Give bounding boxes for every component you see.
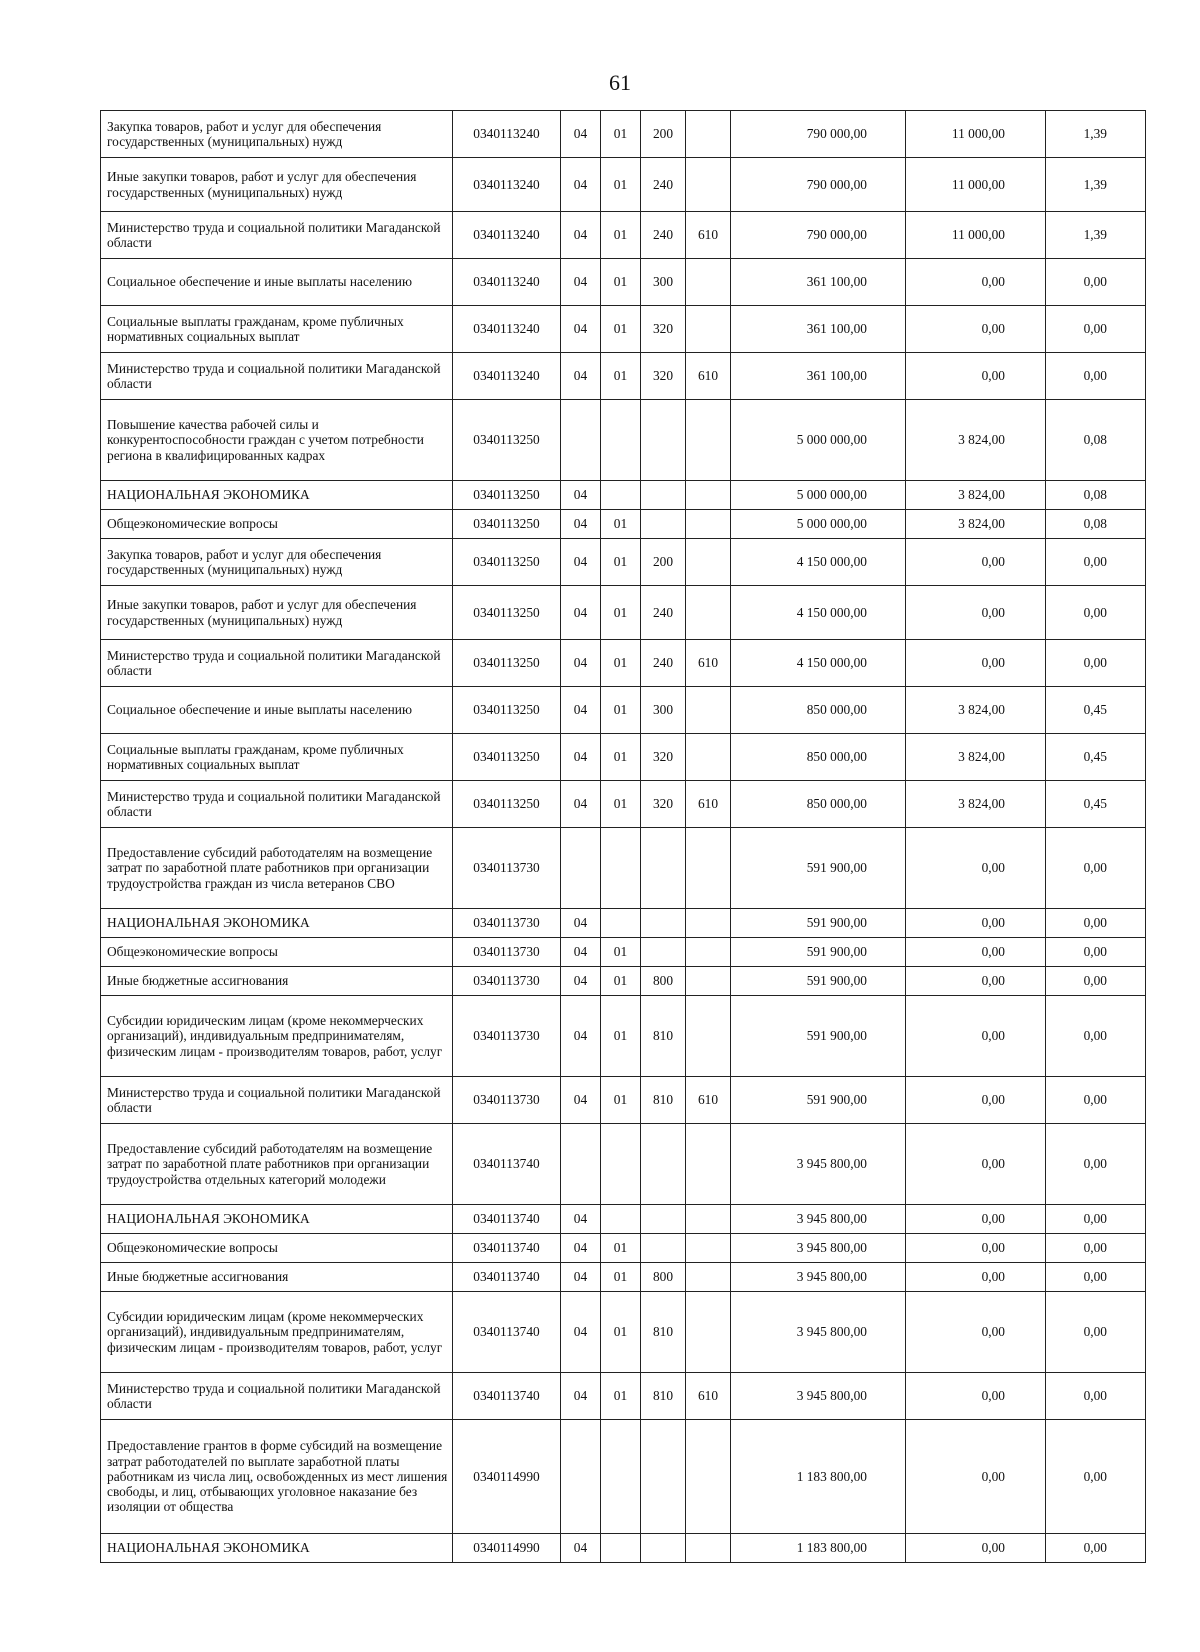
cell-subsection: 01 — [601, 938, 641, 967]
cell-name: Министерство труда и социальной политики Магаданской области — [101, 1373, 453, 1420]
cell-executed: 3 824,00 — [906, 781, 1046, 828]
cell-percent: 0,00 — [1046, 1373, 1146, 1420]
cell-percent: 0,45 — [1046, 687, 1146, 734]
cell-expense-type: 240 — [641, 158, 686, 212]
cell-planned: 3 945 800,00 — [731, 1234, 906, 1263]
table-row — [101, 212, 1146, 259]
table-row — [101, 938, 1146, 967]
cell-executed: 0,00 — [906, 909, 1046, 938]
cell-target-article: 0340113240 — [453, 158, 561, 212]
cell-administrator: 610 — [686, 353, 731, 400]
cell-subsection — [601, 1205, 641, 1234]
cell-name: Социальное обеспечение и иные выплаты населению — [101, 259, 453, 306]
cell-name: Министерство труда и социальной политики Магаданской области — [101, 212, 453, 259]
cell-name: Министерство труда и социальной политики Магаданской области — [101, 353, 453, 400]
cell-percent: 0,45 — [1046, 734, 1146, 781]
cell-administrator: 610 — [686, 1373, 731, 1420]
cell-name: Министерство труда и социальной политики Магаданской области — [101, 1077, 453, 1124]
table-row — [101, 1373, 1146, 1420]
cell-expense-type — [641, 510, 686, 539]
cell-planned: 850 000,00 — [731, 781, 906, 828]
cell-target-article: 0340113730 — [453, 1077, 561, 1124]
cell-target-article: 0340113250 — [453, 510, 561, 539]
table-row — [101, 400, 1146, 481]
cell-executed: 0,00 — [906, 1534, 1046, 1563]
cell-executed: 0,00 — [906, 1234, 1046, 1263]
cell-planned: 361 100,00 — [731, 306, 906, 353]
cell-expense-type — [641, 909, 686, 938]
cell-target-article: 0340113250 — [453, 781, 561, 828]
cell-planned: 591 900,00 — [731, 938, 906, 967]
cell-expense-type: 200 — [641, 539, 686, 586]
cell-expense-type: 800 — [641, 1263, 686, 1292]
cell-section: 04 — [561, 1234, 601, 1263]
cell-expense-type: 810 — [641, 1373, 686, 1420]
cell-subsection: 01 — [601, 640, 641, 687]
cell-target-article: 0340113740 — [453, 1373, 561, 1420]
cell-subsection: 01 — [601, 259, 641, 306]
cell-percent: 0,00 — [1046, 1124, 1146, 1205]
cell-section — [561, 1124, 601, 1205]
cell-administrator — [686, 1420, 731, 1534]
cell-target-article: 0340113730 — [453, 996, 561, 1077]
table-row — [101, 306, 1146, 353]
cell-name: Общеэкономические вопросы — [101, 1234, 453, 1263]
cell-percent: 1,39 — [1046, 111, 1146, 158]
cell-expense-type: 240 — [641, 212, 686, 259]
cell-expense-type — [641, 938, 686, 967]
table-row — [101, 586, 1146, 640]
cell-percent: 0,00 — [1046, 539, 1146, 586]
cell-expense-type: 300 — [641, 259, 686, 306]
cell-target-article: 0340113240 — [453, 353, 561, 400]
cell-section: 04 — [561, 481, 601, 510]
cell-expense-type: 320 — [641, 734, 686, 781]
cell-planned: 3 945 800,00 — [731, 1124, 906, 1205]
cell-executed: 0,00 — [906, 996, 1046, 1077]
cell-expense-type: 810 — [641, 996, 686, 1077]
table-row — [101, 481, 1146, 510]
cell-administrator: 610 — [686, 781, 731, 828]
cell-administrator — [686, 734, 731, 781]
cell-section: 04 — [561, 781, 601, 828]
cell-section: 04 — [561, 1263, 601, 1292]
cell-section: 04 — [561, 1205, 601, 1234]
cell-subsection: 01 — [601, 1234, 641, 1263]
cell-target-article: 0340114990 — [453, 1420, 561, 1534]
cell-executed: 3 824,00 — [906, 481, 1046, 510]
cell-planned: 790 000,00 — [731, 212, 906, 259]
cell-subsection: 01 — [601, 781, 641, 828]
cell-subsection — [601, 1420, 641, 1534]
cell-executed: 11 000,00 — [906, 111, 1046, 158]
cell-percent: 0,45 — [1046, 781, 1146, 828]
table-row — [101, 1263, 1146, 1292]
cell-expense-type — [641, 400, 686, 481]
cell-executed: 0,00 — [906, 353, 1046, 400]
cell-executed: 0,00 — [906, 828, 1046, 909]
table-row — [101, 1534, 1146, 1563]
cell-expense-type: 240 — [641, 586, 686, 640]
cell-executed: 0,00 — [906, 539, 1046, 586]
cell-expense-type: 240 — [641, 640, 686, 687]
cell-subsection — [601, 1124, 641, 1205]
cell-administrator — [686, 158, 731, 212]
cell-administrator — [686, 909, 731, 938]
cell-section: 04 — [561, 111, 601, 158]
cell-administrator: 610 — [686, 640, 731, 687]
cell-administrator: 610 — [686, 1077, 731, 1124]
cell-name: Общеэкономические вопросы — [101, 510, 453, 539]
cell-section: 04 — [561, 306, 601, 353]
cell-administrator — [686, 259, 731, 306]
cell-percent: 0,00 — [1046, 909, 1146, 938]
cell-executed: 0,00 — [906, 306, 1046, 353]
cell-administrator — [686, 687, 731, 734]
cell-planned: 3 945 800,00 — [731, 1263, 906, 1292]
cell-name: Министерство труда и социальной политики Магаданской области — [101, 781, 453, 828]
table-row — [101, 1124, 1146, 1205]
cell-planned: 4 150 000,00 — [731, 640, 906, 687]
cell-expense-type: 300 — [641, 687, 686, 734]
cell-target-article: 0340113250 — [453, 586, 561, 640]
cell-section: 04 — [561, 539, 601, 586]
cell-executed: 0,00 — [906, 640, 1046, 687]
cell-section: 04 — [561, 1077, 601, 1124]
table-row — [101, 996, 1146, 1077]
cell-planned: 850 000,00 — [731, 687, 906, 734]
cell-expense-type: 320 — [641, 353, 686, 400]
cell-executed: 3 824,00 — [906, 687, 1046, 734]
cell-subsection — [601, 909, 641, 938]
cell-target-article: 0340113240 — [453, 111, 561, 158]
page-number: 61 — [609, 70, 631, 95]
cell-planned: 591 900,00 — [731, 1077, 906, 1124]
cell-administrator — [686, 539, 731, 586]
cell-executed: 0,00 — [906, 1373, 1046, 1420]
cell-administrator — [686, 400, 731, 481]
cell-subsection: 01 — [601, 306, 641, 353]
cell-planned: 591 900,00 — [731, 996, 906, 1077]
cell-percent: 0,00 — [1046, 1077, 1146, 1124]
cell-name: Социальное обеспечение и иные выплаты населению — [101, 687, 453, 734]
cell-administrator — [686, 938, 731, 967]
cell-administrator — [686, 510, 731, 539]
cell-executed: 0,00 — [906, 586, 1046, 640]
cell-percent: 0,00 — [1046, 353, 1146, 400]
cell-administrator — [686, 1534, 731, 1563]
cell-target-article: 0340113730 — [453, 967, 561, 996]
cell-target-article: 0340113250 — [453, 734, 561, 781]
cell-target-article: 0340113740 — [453, 1263, 561, 1292]
table-row — [101, 1292, 1146, 1373]
cell-administrator — [686, 481, 731, 510]
cell-percent: 0,00 — [1046, 1234, 1146, 1263]
cell-planned: 1 183 800,00 — [731, 1534, 906, 1563]
table-row — [101, 111, 1146, 158]
cell-target-article: 0340113740 — [453, 1292, 561, 1373]
cell-expense-type — [641, 1420, 686, 1534]
cell-target-article: 0340113250 — [453, 539, 561, 586]
cell-name: Предоставление грантов в форме субсидий на возмещение затрат работодателей по выплате заработной платы работникам из числа лиц, освобожденных из мест лишения свободы, и лиц, отбывающих уголовное наказание без изоляции от общества — [101, 1420, 453, 1534]
cell-subsection: 01 — [601, 212, 641, 259]
cell-planned: 4 150 000,00 — [731, 539, 906, 586]
cell-name: Иные закупки товаров, работ и услуг для обеспечения государственных (муниципальных) нужд — [101, 586, 453, 640]
cell-section: 04 — [561, 938, 601, 967]
cell-subsection — [601, 828, 641, 909]
cell-section: 04 — [561, 996, 601, 1077]
cell-executed: 11 000,00 — [906, 158, 1046, 212]
cell-administrator — [686, 996, 731, 1077]
cell-section: 04 — [561, 687, 601, 734]
cell-target-article: 0340113730 — [453, 938, 561, 967]
cell-target-article: 0340114990 — [453, 1534, 561, 1563]
cell-section — [561, 828, 601, 909]
table-row — [101, 1234, 1146, 1263]
cell-name: НАЦИОНАЛЬНАЯ ЭКОНОМИКА — [101, 1205, 453, 1234]
cell-planned: 591 900,00 — [731, 828, 906, 909]
cell-executed: 11 000,00 — [906, 212, 1046, 259]
cell-target-article: 0340113250 — [453, 481, 561, 510]
cell-planned: 1 183 800,00 — [731, 1420, 906, 1534]
cell-expense-type: 320 — [641, 781, 686, 828]
cell-percent: 0,00 — [1046, 1292, 1146, 1373]
cell-percent: 0,00 — [1046, 259, 1146, 306]
cell-percent: 0,00 — [1046, 586, 1146, 640]
cell-target-article: 0340113240 — [453, 212, 561, 259]
cell-subsection: 01 — [601, 111, 641, 158]
cell-target-article: 0340113240 — [453, 259, 561, 306]
cell-expense-type — [641, 828, 686, 909]
cell-subsection: 01 — [601, 586, 641, 640]
cell-administrator — [686, 828, 731, 909]
cell-subsection: 01 — [601, 687, 641, 734]
cell-executed: 0,00 — [906, 967, 1046, 996]
table-row — [101, 828, 1146, 909]
cell-section: 04 — [561, 510, 601, 539]
cell-target-article: 0340113730 — [453, 909, 561, 938]
cell-target-article: 0340113740 — [453, 1124, 561, 1205]
cell-percent: 0,00 — [1046, 828, 1146, 909]
cell-target-article: 0340113240 — [453, 306, 561, 353]
cell-expense-type: 810 — [641, 1292, 686, 1373]
cell-administrator — [686, 111, 731, 158]
cell-executed: 3 824,00 — [906, 734, 1046, 781]
cell-planned: 850 000,00 — [731, 734, 906, 781]
cell-subsection: 01 — [601, 1263, 641, 1292]
table-row — [101, 353, 1146, 400]
cell-subsection: 01 — [601, 1292, 641, 1373]
cell-planned: 3 945 800,00 — [731, 1292, 906, 1373]
cell-section — [561, 1420, 601, 1534]
cell-name: Закупка товаров, работ и услуг для обеспечения государственных (муниципальных) нужд — [101, 111, 453, 158]
cell-target-article: 0340113740 — [453, 1234, 561, 1263]
cell-subsection — [601, 1534, 641, 1563]
cell-administrator — [686, 1234, 731, 1263]
cell-planned: 591 900,00 — [731, 909, 906, 938]
cell-section: 04 — [561, 909, 601, 938]
cell-administrator: 610 — [686, 212, 731, 259]
cell-section: 04 — [561, 212, 601, 259]
cell-section — [561, 400, 601, 481]
cell-section: 04 — [561, 259, 601, 306]
cell-percent: 0,08 — [1046, 510, 1146, 539]
cell-name: Предоставление субсидий работодателям на возмещение затрат по заработной плате работников при организации трудоустройства граждан из числа ветеранов СВО — [101, 828, 453, 909]
cell-subsection: 01 — [601, 1373, 641, 1420]
cell-section: 04 — [561, 353, 601, 400]
budget-table — [100, 110, 1146, 1563]
table-row — [101, 510, 1146, 539]
cell-percent: 1,39 — [1046, 212, 1146, 259]
cell-planned: 5 000 000,00 — [731, 400, 906, 481]
cell-planned: 790 000,00 — [731, 158, 906, 212]
cell-executed: 0,00 — [906, 1124, 1046, 1205]
table-row — [101, 1077, 1146, 1124]
table-row — [101, 1420, 1146, 1534]
cell-planned: 361 100,00 — [731, 353, 906, 400]
cell-name: Закупка товаров, работ и услуг для обеспечения государственных (муниципальных) нужд — [101, 539, 453, 586]
cell-administrator — [686, 1263, 731, 1292]
cell-percent: 0,00 — [1046, 967, 1146, 996]
cell-administrator — [686, 1292, 731, 1373]
cell-subsection — [601, 400, 641, 481]
cell-subsection: 01 — [601, 158, 641, 212]
cell-name: Субсидии юридическим лицам (кроме некоммерческих организаций), индивидуальным предпринимателям, физическим лицам - производителям товаров, работ, услуг — [101, 1292, 453, 1373]
table-row — [101, 640, 1146, 687]
cell-expense-type: 200 — [641, 111, 686, 158]
cell-name: Министерство труда и социальной политики Магаданской области — [101, 640, 453, 687]
cell-section: 04 — [561, 734, 601, 781]
cell-expense-type — [641, 1534, 686, 1563]
table-row — [101, 734, 1146, 781]
table-row — [101, 687, 1146, 734]
cell-target-article: 0340113730 — [453, 828, 561, 909]
cell-planned: 4 150 000,00 — [731, 586, 906, 640]
table-row — [101, 967, 1146, 996]
cell-expense-type: 800 — [641, 967, 686, 996]
cell-percent: 0,00 — [1046, 938, 1146, 967]
cell-percent: 0,00 — [1046, 1205, 1146, 1234]
cell-planned: 5 000 000,00 — [731, 481, 906, 510]
table-row — [101, 1205, 1146, 1234]
cell-subsection — [601, 481, 641, 510]
cell-executed: 0,00 — [906, 938, 1046, 967]
cell-name: Социальные выплаты гражданам, кроме публичных нормативных социальных выплат — [101, 734, 453, 781]
cell-executed: 0,00 — [906, 1420, 1046, 1534]
cell-name: Иные бюджетные ассигнования — [101, 1263, 453, 1292]
table-row — [101, 539, 1146, 586]
cell-name: Общеэкономические вопросы — [101, 938, 453, 967]
cell-section: 04 — [561, 1373, 601, 1420]
cell-name: Иные закупки товаров, работ и услуг для обеспечения государственных (муниципальных) нужд — [101, 158, 453, 212]
cell-expense-type — [641, 481, 686, 510]
cell-planned: 591 900,00 — [731, 967, 906, 996]
cell-administrator — [686, 586, 731, 640]
cell-target-article: 0340113250 — [453, 687, 561, 734]
cell-name: Субсидии юридическим лицам (кроме некоммерческих организаций), индивидуальным предпринимателям, физическим лицам - производителям товаров, работ, услуг — [101, 996, 453, 1077]
cell-expense-type: 810 — [641, 1077, 686, 1124]
cell-target-article: 0340113250 — [453, 400, 561, 481]
cell-subsection: 01 — [601, 539, 641, 586]
cell-executed: 0,00 — [906, 1263, 1046, 1292]
cell-expense-type — [641, 1205, 686, 1234]
cell-name: НАЦИОНАЛЬНАЯ ЭКОНОМИКА — [101, 1534, 453, 1563]
cell-percent: 0,00 — [1046, 1263, 1146, 1292]
cell-section: 04 — [561, 967, 601, 996]
cell-percent: 0,08 — [1046, 481, 1146, 510]
table-row — [101, 259, 1146, 306]
table-row — [101, 158, 1146, 212]
cell-subsection: 01 — [601, 1077, 641, 1124]
cell-subsection: 01 — [601, 353, 641, 400]
cell-target-article: 0340113740 — [453, 1205, 561, 1234]
cell-percent: 0,00 — [1046, 1420, 1146, 1534]
table-row — [101, 781, 1146, 828]
cell-executed: 0,00 — [906, 1077, 1046, 1124]
cell-percent: 1,39 — [1046, 158, 1146, 212]
cell-section: 04 — [561, 586, 601, 640]
cell-name: Повышение качества рабочей силы и конкурентоспособности граждан с учетом потребности региона в квалифицированных кадрах — [101, 400, 453, 481]
cell-expense-type: 320 — [641, 306, 686, 353]
cell-name: Иные бюджетные ассигнования — [101, 967, 453, 996]
cell-name: НАЦИОНАЛЬНАЯ ЭКОНОМИКА — [101, 481, 453, 510]
cell-planned: 361 100,00 — [731, 259, 906, 306]
cell-percent: 0,00 — [1046, 996, 1146, 1077]
cell-executed: 0,00 — [906, 259, 1046, 306]
cell-name: Предоставление субсидий работодателям на возмещение затрат по заработной плате работников при организации трудоустройства отдельных категорий молодежи — [101, 1124, 453, 1205]
cell-percent: 0,00 — [1046, 640, 1146, 687]
cell-executed: 3 824,00 — [906, 400, 1046, 481]
cell-expense-type — [641, 1234, 686, 1263]
cell-administrator — [686, 1205, 731, 1234]
cell-executed: 3 824,00 — [906, 510, 1046, 539]
cell-administrator — [686, 967, 731, 996]
cell-percent: 0,08 — [1046, 400, 1146, 481]
cell-section: 04 — [561, 1292, 601, 1373]
cell-planned: 3 945 800,00 — [731, 1205, 906, 1234]
cell-target-article: 0340113250 — [453, 640, 561, 687]
cell-section: 04 — [561, 158, 601, 212]
cell-planned: 3 945 800,00 — [731, 1373, 906, 1420]
cell-percent: 0,00 — [1046, 306, 1146, 353]
cell-subsection: 01 — [601, 996, 641, 1077]
cell-section: 04 — [561, 640, 601, 687]
cell-planned: 5 000 000,00 — [731, 510, 906, 539]
cell-section: 04 — [561, 1534, 601, 1563]
cell-name: НАЦИОНАЛЬНАЯ ЭКОНОМИКА — [101, 909, 453, 938]
table-row — [101, 909, 1146, 938]
cell-name: Социальные выплаты гражданам, кроме публичных нормативных социальных выплат — [101, 306, 453, 353]
cell-subsection: 01 — [601, 510, 641, 539]
cell-executed: 0,00 — [906, 1292, 1046, 1373]
cell-administrator — [686, 306, 731, 353]
cell-administrator — [686, 1124, 731, 1205]
table-body — [101, 111, 1146, 1563]
cell-executed: 0,00 — [906, 1205, 1046, 1234]
cell-planned: 790 000,00 — [731, 111, 906, 158]
cell-percent: 0,00 — [1046, 1534, 1146, 1563]
cell-subsection: 01 — [601, 967, 641, 996]
cell-subsection: 01 — [601, 734, 641, 781]
cell-expense-type — [641, 1124, 686, 1205]
